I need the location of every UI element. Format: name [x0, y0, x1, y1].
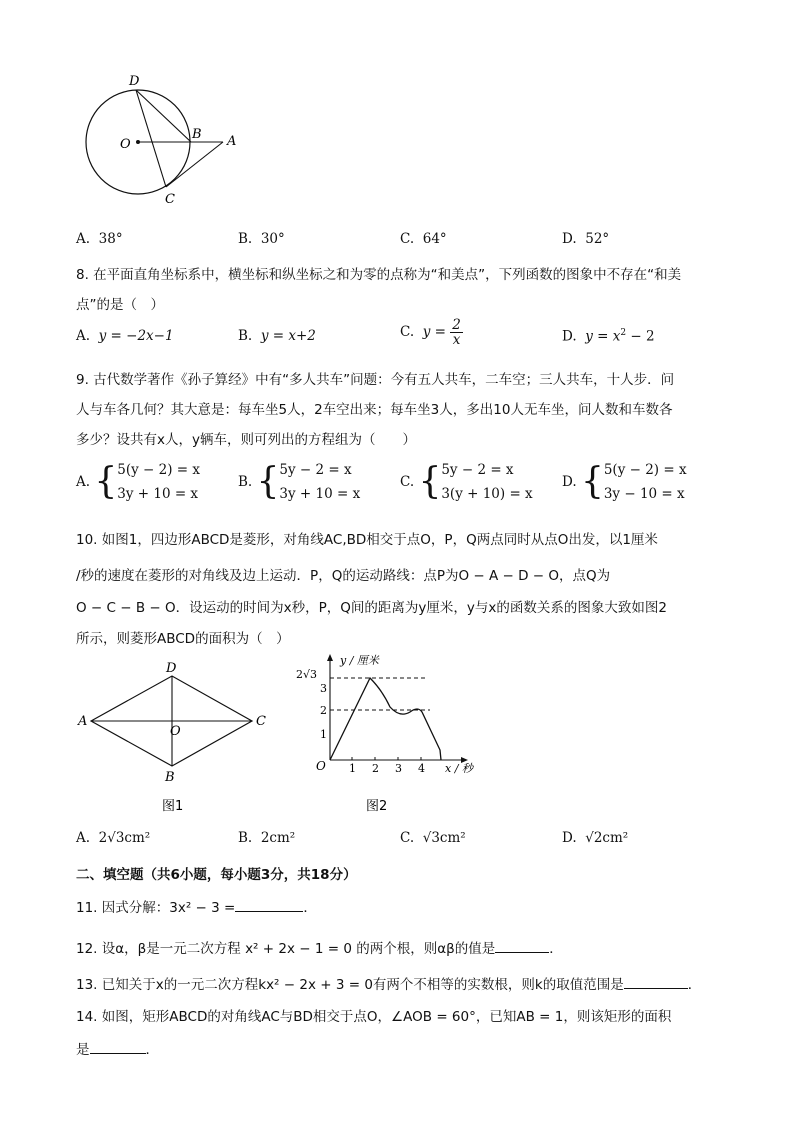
q8-stem-line1: 8. 在平面直角坐标系中，横坐标和纵坐标之和为零的点称为“和美点”，下列函数的图象中不存在“和美 [76, 267, 682, 283]
q10-stem-line2: /秒的速度在菱形的对角线及边上运动．P，Q的运动路线：点P为O − A − D − O，点Q为 [76, 568, 611, 584]
fig2-ytop: 2√3 [296, 668, 318, 681]
q9-stem-line2: 人与车各几何？其大意是：每车坐5人，2车空出来；每车坐3人，多出10人无车坐，问人数和车数各 [76, 402, 673, 418]
fraction-numerator: 2 [452, 317, 461, 333]
fig2-ylabel: y / 厘米 [340, 654, 379, 667]
q9-option-c[interactable] [400, 458, 533, 506]
q14-end: ． [145, 1042, 159, 1058]
q8-option-c[interactable] [400, 318, 463, 347]
equation-system [441, 458, 532, 506]
brace: { [580, 461, 604, 502]
fig2-xlabel: x / 秒 [445, 762, 473, 775]
q9-option-a[interactable] [76, 458, 200, 506]
q14-answer-blank[interactable] [90, 1041, 146, 1054]
option-text: y = [422, 324, 446, 340]
q10-stem-line3: O − C − B − O．设运动的时间为x秒，P，Q间的距离为y厘米，y与x的函数关系的图象大致如图2 [76, 600, 667, 616]
q7-option-a[interactable] [76, 231, 123, 247]
q11-text: 11. 因式分解：3x² − 3 = [76, 900, 236, 916]
fig2-xtick-2: 2 [372, 762, 379, 775]
fraction [450, 318, 463, 347]
option-letter: C. [400, 231, 415, 247]
q12-end: ． [549, 941, 563, 957]
fig2-xtick-4: 4 [418, 762, 425, 775]
q14-stem-line1: 14. 如图，矩形ABCD的对角线AC与BD相交于点O，∠AOB = 60°，已知AB = 1，则该矩形的面积 [76, 1009, 672, 1025]
option-text: y = x+2 [260, 328, 316, 344]
option-letter: A. [76, 328, 91, 344]
option-letter: C. [400, 324, 415, 340]
option-text: 64° [422, 231, 447, 247]
label-B: B [192, 127, 202, 142]
option-letter: B. [238, 328, 253, 344]
label-C: C [165, 192, 175, 207]
fig2-caption: 图2 [366, 799, 388, 814]
fig2-ytick-1: 1 [320, 728, 327, 741]
q10-stem-line1: 10. 如图1，四边形ABCD是菱形，对角线AC,BD相交于点O，P，Q两点同时从点O出发，以1厘米 [76, 532, 658, 548]
exponent: 2 [620, 328, 627, 338]
brace: { [94, 461, 118, 502]
q8-option-a[interactable] [76, 328, 174, 344]
option-text: y = x [585, 328, 621, 345]
fig2-ytick-3: 3 [320, 682, 327, 695]
option-letter: A. [76, 474, 91, 490]
brace: { [256, 461, 280, 502]
q11-answer-blank[interactable] [235, 899, 303, 912]
equation-1: 5y − 2 = x [279, 462, 352, 478]
equation-system [279, 458, 360, 506]
q8-stem-line2: 点”的是（ ） [76, 297, 164, 313]
q7-option-c[interactable] [400, 231, 447, 247]
option-text: 2√3cm² [98, 830, 151, 846]
fig1-label-D: D [166, 661, 177, 676]
q10-fig1-rhombus [76, 658, 276, 828]
option-letter: C. [400, 474, 415, 490]
equation-2: 3(y + 10) = x [441, 486, 533, 502]
q10-option-b[interactable] [238, 830, 295, 846]
option-letter: A. [76, 231, 91, 247]
fig2-origin: O [316, 759, 326, 773]
equation-2: 3y − 10 = x [603, 486, 685, 502]
q13-end: ． [687, 977, 702, 993]
option-text: √2cm² [585, 830, 629, 846]
q13-answer-blank[interactable] [624, 976, 688, 989]
equation-system [117, 458, 200, 506]
q7-option-d[interactable] [562, 231, 609, 247]
option-letter: C. [400, 830, 415, 846]
q13 [76, 973, 701, 993]
q12-text: 12. 设α，β是一元二次方程 x² + 2x − 1 = 0 的两个根，则αβ的值是 [76, 941, 496, 957]
q8-option-d[interactable] [562, 328, 655, 345]
equation-2: 3y + 10 = x [117, 486, 199, 502]
option-text: 52° [585, 231, 610, 247]
option-letter: D. [562, 830, 577, 846]
q9-stem-line3: 多少？设共有x人，y辆车，则可列出的方程组为（ ） [76, 432, 416, 448]
option-letter: D. [562, 474, 577, 490]
option-text: y = −2x−1 [98, 328, 174, 344]
q12-answer-blank[interactable] [495, 940, 549, 953]
q10-option-a[interactable] [76, 830, 150, 846]
equation-1: 5(y − 2) = x [603, 462, 687, 478]
equation-1: 5(y − 2) = x [117, 462, 200, 478]
q10-fig2-graph [290, 650, 490, 825]
label-D: D [129, 74, 140, 89]
option-letter: B. [238, 231, 253, 247]
q14-line2-text: 是 [76, 1042, 90, 1058]
q9-option-d[interactable] [562, 458, 687, 506]
q11 [76, 896, 317, 916]
q9-stem-line1: 9. 古代数学著作《孙子算经》中有“多人共车”问题：今有五人共车，二车空；三人共车，十人步．问 [76, 372, 675, 388]
fig1-caption: 图1 [162, 799, 184, 814]
equation-system [604, 458, 687, 506]
fig2-xtick-3: 3 [395, 762, 402, 775]
label-O: O [120, 137, 131, 152]
q11-end: ． [303, 900, 317, 916]
equation-2: 3y + 10 = x [279, 486, 361, 502]
equation-1: 5y − 2 = x [441, 462, 514, 478]
fig2-ytick-2: 2 [320, 704, 327, 717]
fig1-label-A: A [78, 714, 88, 729]
option-text-tail: − 2 [626, 328, 655, 345]
fig1-label-B: B [165, 770, 175, 785]
option-text: 38° [98, 231, 123, 247]
q7-option-b[interactable] [238, 231, 285, 247]
q8-option-b[interactable] [238, 328, 316, 344]
q10-stem-line4: 所示，则菱形ABCD的面积为（ ） [76, 631, 290, 647]
option-text: √3cm² [422, 830, 466, 846]
option-letter: B. [238, 830, 253, 846]
q10-option-c[interactable] [400, 830, 466, 846]
q13-text: 13. 已知关于x的一元二次方程kx² − 2x + 3 = 0有两个不相等的实数根，则k的取值范围是 [76, 977, 624, 993]
option-letter: D. [562, 328, 577, 345]
label-A: A [227, 134, 237, 149]
fig1-label-O: O [170, 724, 181, 739]
section-title: 二、填空题（共6小题，每小题3分，共18分） [76, 867, 357, 883]
option-letter: D. [562, 231, 577, 247]
option-text: 30° [260, 231, 285, 247]
q14-line2 [76, 1038, 159, 1058]
q12 [76, 937, 563, 957]
fig2-xtick-1: 1 [349, 762, 356, 775]
q10-option-d[interactable] [562, 830, 628, 846]
q7-circle-figure [80, 70, 250, 210]
option-text: 2cm² [260, 830, 296, 846]
fraction-denominator: x [452, 332, 461, 348]
q9-option-b[interactable] [238, 458, 360, 506]
brace: { [418, 461, 442, 502]
option-letter: A. [76, 830, 91, 846]
fig1-label-C: C [256, 714, 266, 729]
option-letter: B. [238, 474, 253, 490]
